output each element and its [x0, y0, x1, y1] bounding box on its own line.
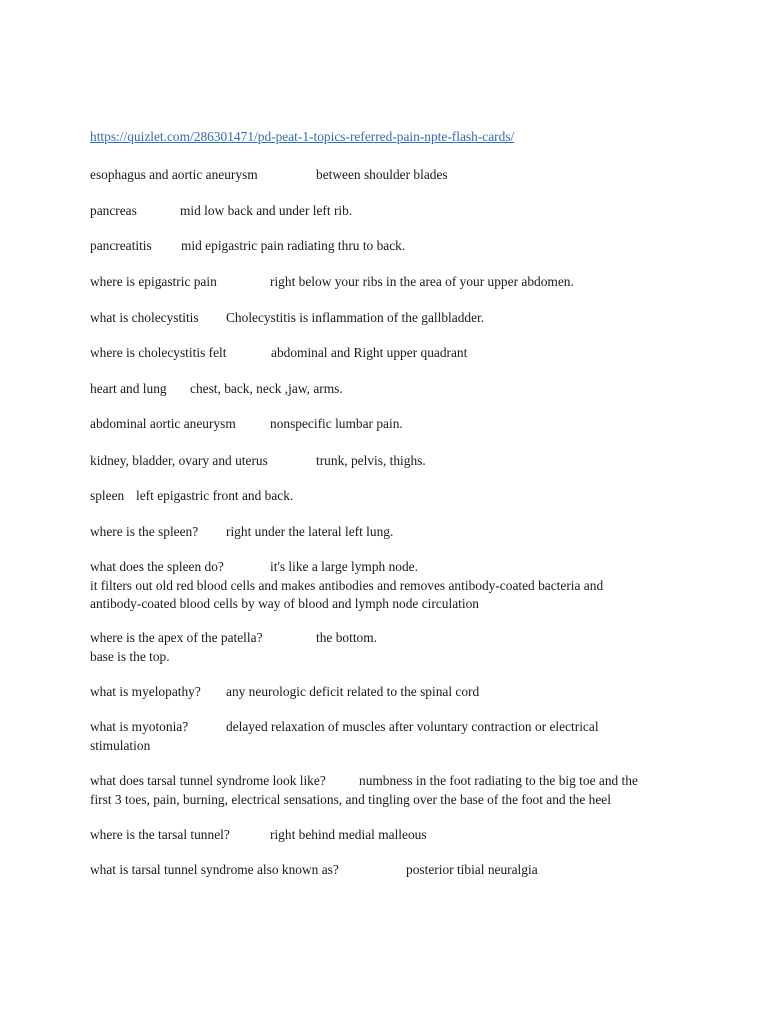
flashcard-entry	[90, 202, 690, 221]
flashcard-term: abdominal aortic aneurysm	[90, 416, 236, 431]
flashcard-entry	[90, 718, 690, 755]
entry-first-line	[90, 718, 690, 737]
flashcard-term: what is cholecystitis	[90, 310, 199, 325]
entry-first-line	[90, 683, 690, 702]
definition-continuation: stimulation	[90, 737, 151, 753]
entry-first-line	[90, 237, 690, 256]
definition-continuation: it filters out old red blood cells and makes antibodies and removes antibody-coated bacteria and	[90, 577, 604, 593]
flashcard-definition: right under the lateral left lung.	[226, 524, 394, 539]
entry-first-line	[90, 487, 690, 506]
flashcard-entry	[90, 772, 690, 809]
flashcard-definition: trunk, pelvis, thighs.	[316, 453, 426, 468]
flashcard-entry	[90, 861, 690, 880]
flashcard-term: kidney, bladder, ovary and uterus	[90, 453, 268, 468]
flashcard-entry	[90, 237, 690, 256]
flashcard-definition: left epigastric front and back.	[136, 488, 294, 503]
entry-first-line	[90, 861, 690, 880]
entry-first-line	[90, 380, 690, 399]
entry-first-line	[90, 344, 690, 363]
definition-continuation: first 3 toes, pain, burning, electrical sensations, and tingling over the base of the foot and the heel	[90, 791, 611, 807]
flashcard-entry	[90, 487, 690, 506]
flashcard-term: esophagus and aortic aneurysm	[90, 167, 258, 182]
flashcard-term: pancreatitis	[90, 238, 152, 253]
entry-first-line	[90, 558, 690, 577]
entry-first-line	[90, 772, 690, 791]
flashcard-term: spleen	[90, 488, 125, 503]
flashcard-definition: delayed relaxation of muscles after voluntary contraction or electrical	[226, 719, 599, 734]
flashcard-definition: posterior tibial neuralgia	[406, 862, 538, 877]
flashcard-term: where is the spleen?	[90, 524, 199, 539]
entry-first-line	[90, 166, 690, 185]
entry-first-line	[90, 309, 690, 328]
flashcard-definition: mid epigastric pain radiating thru to back.	[181, 238, 406, 253]
flashcard-entry	[90, 452, 690, 471]
flashcard-definition: right below your ribs in the area of your upper abdomen.	[270, 274, 574, 289]
flashcard-term: what is tarsal tunnel syndrome also known as?	[90, 862, 339, 877]
flashcard-definition: chest, back, neck ,jaw, arms.	[190, 381, 343, 396]
flashcard-term: what is myotonia?	[90, 719, 189, 734]
flashcard-term: where is epigastric pain	[90, 274, 217, 289]
flashcard-definition: Cholecystitis is inflammation of the gallbladder.	[226, 310, 485, 325]
flashcard-entry	[90, 166, 690, 185]
flashcard-term: pancreas	[90, 203, 137, 218]
flashcard-definition: numbness in the foot radiating to the big toe and the	[359, 773, 638, 788]
flashcard-entry	[90, 273, 690, 292]
flashcard-term: what is myelopathy?	[90, 684, 201, 699]
flashcard-term: where is cholecystitis felt	[90, 345, 227, 360]
flashcard-definition: right behind medial malleous	[270, 827, 427, 842]
flashcard-definition: nonspecific lumbar pain.	[270, 416, 403, 431]
flashcard-entry	[90, 309, 690, 328]
flashcard-entry	[90, 683, 690, 702]
flashcard-term: heart and lung	[90, 381, 167, 396]
flashcard-term: what does the spleen do?	[90, 559, 224, 574]
flashcard-entry	[90, 558, 690, 614]
flashcard-entry	[90, 629, 690, 666]
flashcard-entry	[90, 415, 690, 434]
flashcard-definition: abdominal and Right upper quadrant	[271, 345, 468, 360]
flashcard-definition: any neurologic deficit related to the spinal cord	[226, 684, 480, 699]
flashcard-entry	[90, 380, 690, 399]
flashcard-term: what does tarsal tunnel syndrome look like?	[90, 773, 326, 788]
flashcard-entry	[90, 826, 690, 845]
flashcard-definition: mid low back and under left rib.	[180, 203, 353, 218]
entry-first-line	[90, 629, 690, 648]
flashcard-entry	[90, 523, 690, 542]
definition-continuation: antibody-coated blood cells by way of blood and lymph node circulation	[90, 596, 479, 611]
flashcard-definition: it's like a large lymph node.	[270, 559, 418, 574]
flashcard-entry	[90, 344, 690, 363]
entry-first-line	[90, 273, 690, 292]
entry-first-line	[90, 523, 690, 542]
entry-first-line	[90, 415, 690, 434]
quizlet-link[interactable]: https://quizlet.com/286301471/pd-peat-1-topics-referred-pain-npte-flash-cards/	[90, 129, 515, 144]
entry-first-line	[90, 826, 690, 845]
flashcard-term: where is the apex of the patella?	[90, 630, 263, 645]
entry-first-line	[90, 202, 690, 221]
flashcard-term: where is the tarsal tunnel?	[90, 827, 230, 842]
flashcard-definition: the bottom.	[316, 630, 377, 645]
definition-continuation: base is the top.	[90, 648, 170, 664]
flashcard-definition: between shoulder blades	[316, 167, 448, 182]
entry-first-line	[90, 452, 690, 471]
